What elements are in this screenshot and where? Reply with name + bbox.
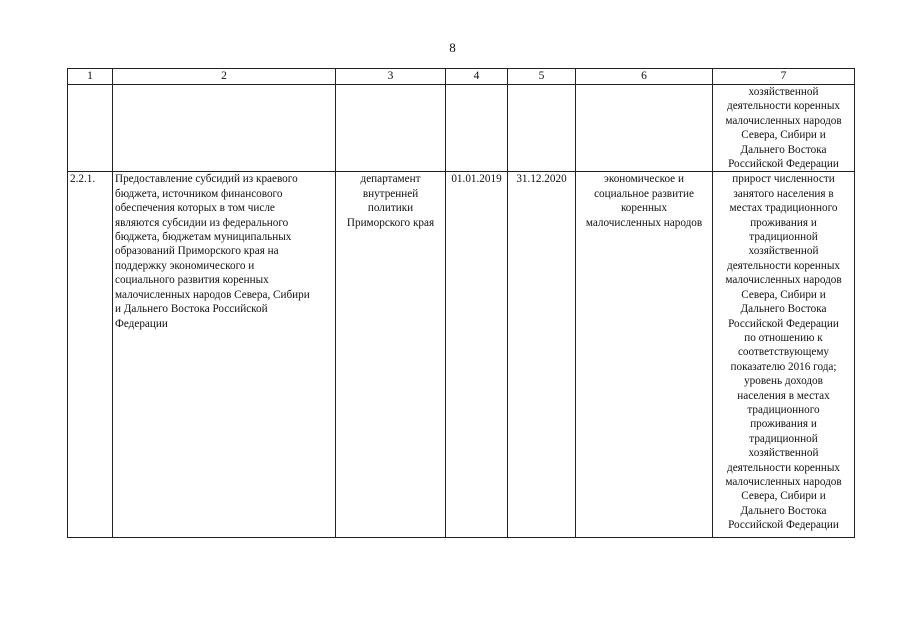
header-cell-2: 2 xyxy=(113,69,336,85)
start-date-cell: 01.01.2019 xyxy=(446,172,508,538)
program-measures-table xyxy=(67,68,855,538)
header-cell-5: 5 xyxy=(508,69,576,85)
indicators-cell: прирост численности занятого населения в местах традиционного проживания и традиционной хозяйственной деятельности коренных малочисленных народов Севера, Сибири и Дальнего Востока Российской Федерации по отношению к соответствующему показателю 2016 года; уровень доходов населения в местах традиционного проживания и традиционной хозяйственной деятельности коренных малочисленных народов Севера, Сибири и Дальнего Востока Российской Федерации xyxy=(713,172,855,538)
header-cell-4: 4 xyxy=(446,69,508,85)
direction-cell: экономическое и социальное развитие коренных малочисленных народов xyxy=(576,172,713,538)
page-number: 8 xyxy=(449,40,456,55)
cell-empty xyxy=(336,85,446,172)
header-cell-7: 7 xyxy=(713,69,855,85)
executor-cell: департамент внутренней политики Приморского края xyxy=(336,172,446,538)
cell-empty xyxy=(113,85,336,172)
cell-empty xyxy=(446,85,508,172)
cell-empty xyxy=(68,85,113,172)
cell-empty xyxy=(508,85,576,172)
row-number-cell: 2.2.1. xyxy=(68,172,113,538)
header-cell-3: 3 xyxy=(336,69,446,85)
end-date-cell: 31.12.2020 xyxy=(508,172,576,538)
table-row-continuation xyxy=(68,85,855,172)
table-row-2-2-1 xyxy=(68,172,855,538)
header-cell-1: 1 xyxy=(68,69,113,85)
continuation-indicators-cell: хозяйственной деятельности коренных малочисленных народов Севера, Сибири и Дальнего Востока Российской Федерации xyxy=(713,85,855,172)
measure-name-cell: Предоставление субсидий из краевого бюджета, источником финансового обеспечения которых в том числе являются субсидии из федерального бюджета, бюджетам муниципальных образований Приморского края на поддержку экономического и социального развития коренных малочисленных народов Севера, Сибири и Дальнего Востока Российской Федерации xyxy=(113,172,336,538)
header-cell-6: 6 xyxy=(576,69,713,85)
table-header-row xyxy=(68,69,855,85)
cell-empty xyxy=(576,85,713,172)
